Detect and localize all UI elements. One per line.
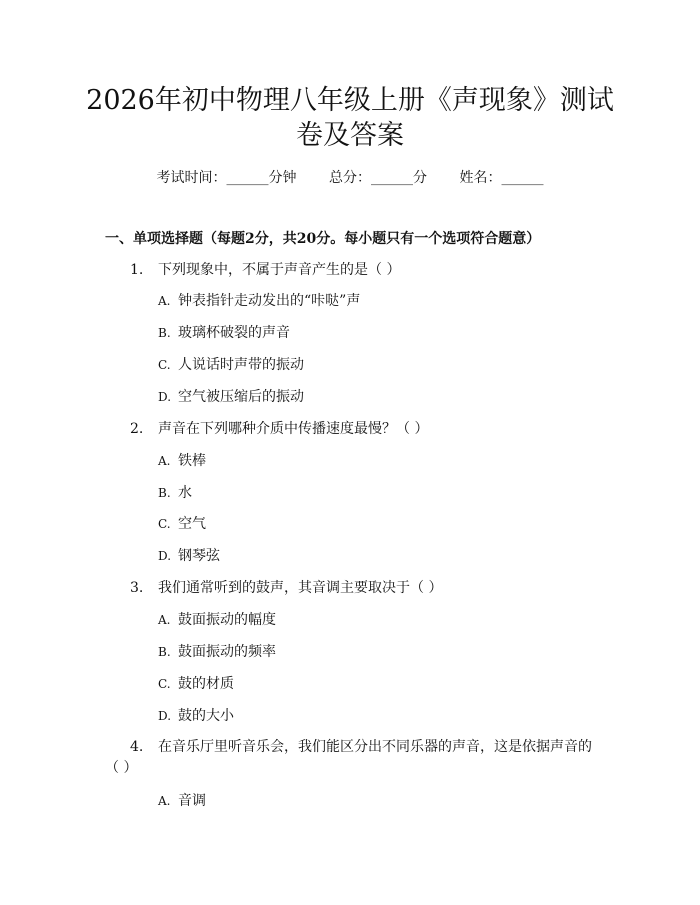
answer-option bbox=[158, 355, 304, 375]
question-stem bbox=[130, 419, 428, 439]
question-number: 1. bbox=[130, 262, 144, 278]
option-letter: A. bbox=[158, 613, 171, 627]
option-text: 空气被压缩后的振动 bbox=[178, 389, 304, 405]
option-text: 鼓面振动的幅度 bbox=[178, 612, 276, 628]
option-text: 人说话时声带的振动 bbox=[178, 357, 304, 373]
option-text: 音调 bbox=[178, 793, 206, 809]
option-letter: C. bbox=[158, 358, 171, 372]
exam-time-field: 考试时间：______分钟 bbox=[156, 170, 297, 186]
section-heading: 一、单项选择题（每题2分，共20分。每小题只有一个选项符合题意） bbox=[105, 231, 541, 247]
option-letter: A. bbox=[158, 794, 171, 808]
answer-option bbox=[158, 706, 234, 726]
answer-option bbox=[158, 610, 276, 630]
answer-option bbox=[158, 674, 234, 694]
question-stem bbox=[130, 578, 442, 598]
question-stem-continuation: （ ） bbox=[105, 760, 138, 776]
answer-option bbox=[158, 451, 206, 471]
option-letter: D. bbox=[158, 709, 172, 723]
option-text: 鼓面振动的频率 bbox=[178, 644, 276, 660]
exam-title-line-2: 卷及答案 bbox=[296, 120, 404, 151]
answer-option bbox=[158, 323, 290, 343]
question-number: 3. bbox=[130, 580, 144, 596]
exam-meta-row bbox=[0, 168, 700, 188]
answer-option bbox=[158, 387, 304, 407]
option-letter: A. bbox=[158, 294, 171, 308]
question-stem bbox=[130, 737, 592, 757]
question-text: 声音在下列哪种介质中传播速度最慢？（ ） bbox=[158, 421, 429, 437]
exam-title-line-1: 2026年初中物理八年级上册《声现象》测试 bbox=[86, 85, 614, 116]
option-letter: B. bbox=[158, 326, 171, 340]
question-number: 2. bbox=[130, 421, 144, 437]
option-letter: D. bbox=[158, 390, 172, 404]
question-text: 下列现象中，不属于声音产生的是（ ） bbox=[158, 262, 401, 278]
question-text: 我们通常听到的鼓声，其音调主要取决于（ ） bbox=[158, 580, 443, 596]
option-text: 玻璃杯破裂的声音 bbox=[178, 325, 290, 341]
option-text: 空气 bbox=[178, 516, 206, 532]
answer-option bbox=[158, 483, 192, 503]
answer-option bbox=[158, 514, 206, 534]
option-letter: C. bbox=[158, 517, 171, 531]
answer-option bbox=[158, 291, 360, 311]
option-letter: C. bbox=[158, 677, 171, 691]
answer-option bbox=[158, 642, 276, 662]
option-letter: D. bbox=[158, 549, 172, 563]
answer-option bbox=[158, 791, 206, 811]
question-stem bbox=[130, 260, 400, 280]
total-score-field: 总分：______分 bbox=[329, 170, 427, 186]
option-text: 水 bbox=[178, 485, 192, 501]
option-letter: B. bbox=[158, 486, 171, 500]
option-text: 鼓的大小 bbox=[178, 708, 234, 724]
option-text: 钟表指针走动发出的“咔哒”声 bbox=[178, 293, 361, 309]
option-text: 铁棒 bbox=[178, 453, 206, 469]
option-text: 鼓的材质 bbox=[178, 676, 234, 692]
option-text: 钢琴弦 bbox=[178, 548, 220, 564]
option-letter: A. bbox=[158, 454, 171, 468]
question-number: 4. bbox=[130, 739, 144, 755]
student-name-field: 姓名：______ bbox=[459, 170, 544, 186]
answer-option bbox=[158, 546, 220, 566]
question-text: 在音乐厅里听音乐会，我们能区分出不同乐器的声音，这是依据声音的 bbox=[158, 739, 592, 755]
option-letter: B. bbox=[158, 645, 171, 659]
